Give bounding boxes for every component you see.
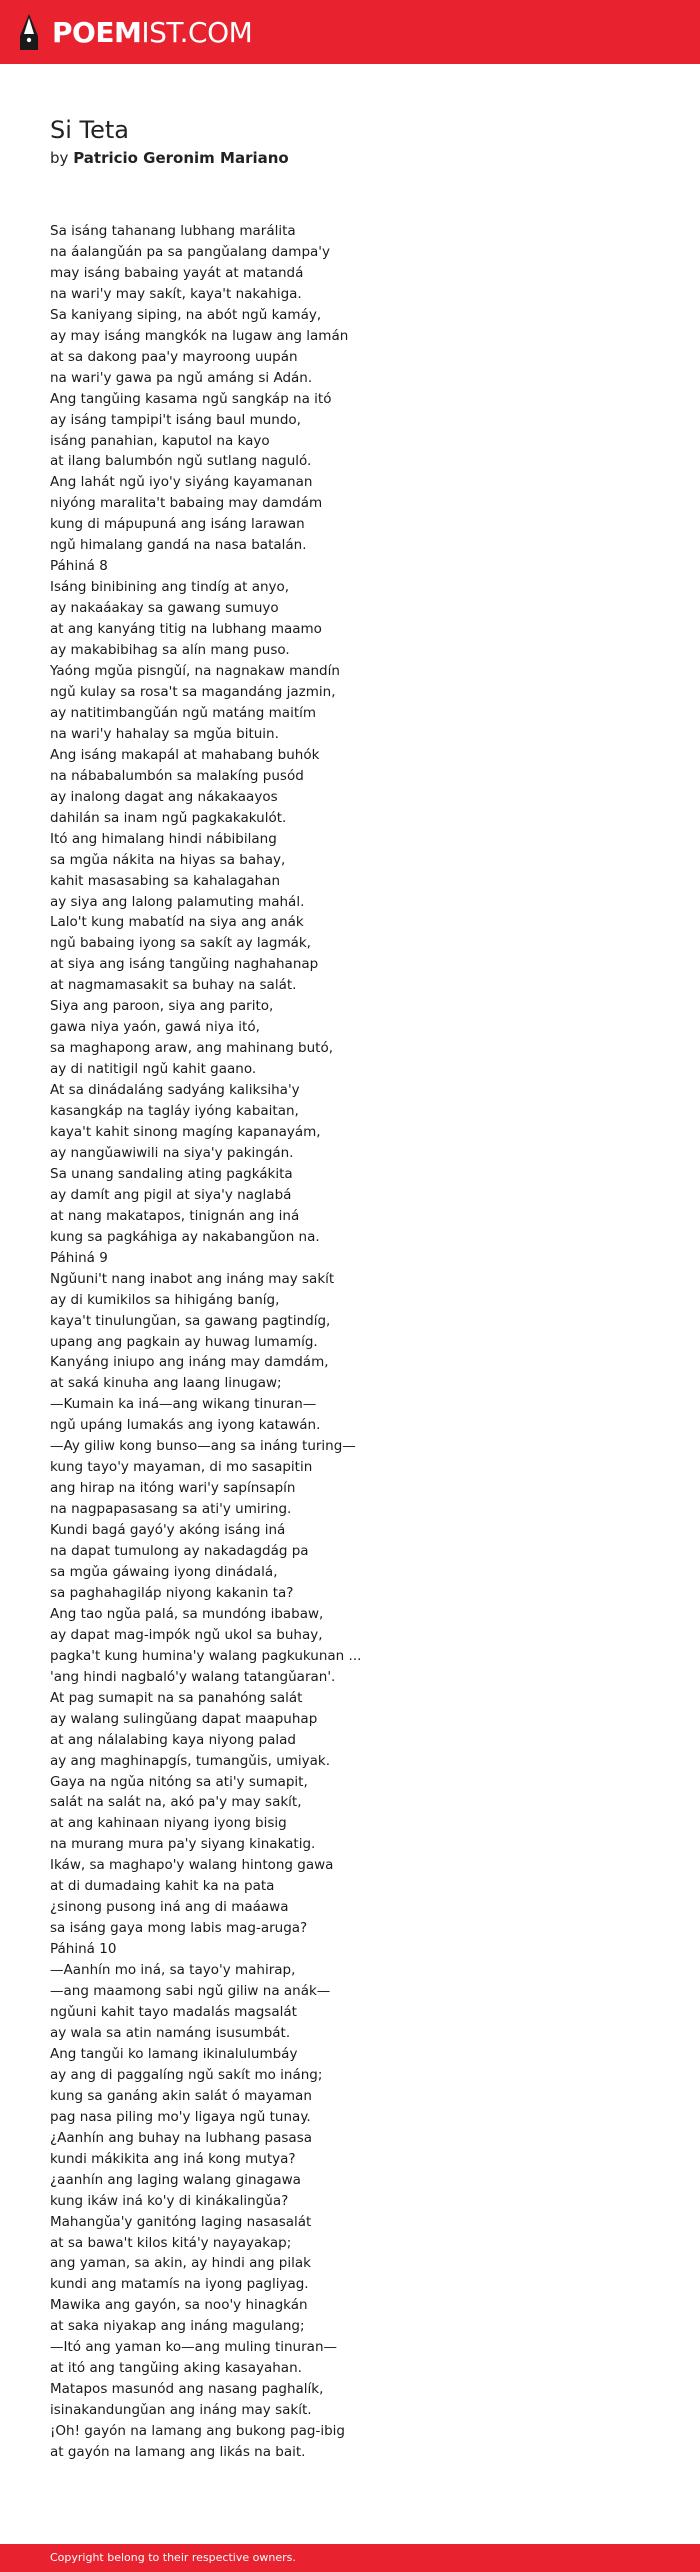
poem-line: sa mgǔa nákita na hiyas sa bahay, [50, 851, 286, 868]
poem-line: 'ang hindi nagbaló'y walang tatangǔaran'. [50, 1668, 336, 1685]
poem-line: ay nangǔawiwili na siya'y pakingán. [50, 1144, 294, 1161]
poem-line: at sa bawa't kilos kitá'y nayayakap; [50, 2234, 292, 2251]
poem-line: gawa niya yaón, gawá niya itó, [50, 1019, 260, 1036]
poem-line: Ang lahát ngǔ iyo'y siyáng kayamanan [50, 474, 313, 491]
poem-line: at sa dakong paa'y mayroong uupán [50, 348, 298, 365]
author-name[interactable]: Patricio Geronim Mariano [73, 149, 289, 167]
poem-line: Ang tangǔing kasama ngǔ sangkáp na itó [50, 390, 332, 407]
poem-line: kasangkáp na tagláy iyóng kabaitan, [50, 1103, 299, 1120]
poem-line: ang yaman, sa akin, ay hindi ang pilak [50, 2255, 311, 2272]
poem-line: ngǔ himalang gandá na nasa batalán. [50, 537, 307, 554]
poem-title: Si Teta [50, 116, 129, 144]
poem-line: ay ang maghinapgís, tumangǔis, umiyak. [50, 1752, 331, 1769]
poem-line: may isáng babaing yayát at matandá [50, 264, 304, 281]
poem-line: ay walang sulingǔang dapat maapuhap [50, 1710, 318, 1727]
poem-line: Páhiná 8 [50, 558, 108, 575]
poem-line: upang ang pagkain ay huwag lumamíg. [50, 1333, 318, 1350]
site-footer [0, 2544, 700, 2572]
poem-line: Sa unang sandaling ating pagkákita [50, 1165, 293, 1182]
poem-line: Gaya na ngǔa nitóng sa ati'y sumapit, [50, 1773, 308, 1790]
poem-line: —Aanhín mo iná, sa tayo'y mahirap, [50, 1962, 296, 1979]
poem-line: sa maghapong araw, ang mahinang butó, [50, 1040, 334, 1057]
poem-line: Sa isáng tahanang lubhang marálita [50, 223, 296, 239]
poem-body [50, 221, 650, 2463]
poem-line: Ang tangǔi ko lamang ikinalulumbáy [50, 2045, 298, 2062]
poem-line: Mahangǔa'y ganitóng laging nasasalát [50, 2213, 312, 2230]
poem-line: at gayón na lamang ang likás na bait. [50, 2444, 306, 2461]
poem-line: kaya't tinulungǔan, sa gawang pagtindíg, [50, 1312, 331, 1329]
poem-line: isáng panahian, kaputol na kayo [50, 432, 270, 449]
poem-line: ay siya ang lalong palamuting mahál. [50, 893, 305, 910]
poem-line: Yaóng mgǔa pisngǔí, na nagnakaw mandín [50, 663, 340, 680]
poem-line: at saká kinuha ang laang linugaw; [50, 1375, 282, 1392]
poem-line: at siya ang isáng tangǔing naghahanap [50, 956, 319, 973]
poem-line: na wari'y hahalay sa mgǔa bituin. [50, 725, 279, 742]
copyright-text: Copyright belong to their respective owners. [50, 2551, 296, 2564]
poem-line: na nábabalumbón sa malakíng pusód [50, 767, 304, 784]
site-logo[interactable] [52, 16, 252, 49]
poem-line: Lalo't kung mabatíd na siya ang anák [50, 914, 304, 931]
poem-line: na dapat tumulong ay nakadagdág pa [50, 1543, 309, 1560]
poem-byline [50, 149, 289, 167]
poem-line: Ikáw, sa maghapo'y walang hintong gawa [50, 1857, 334, 1874]
poem-line: kung sa ganáng akin salát ó mayaman [50, 2087, 312, 2104]
poem-line: na nagpapasasang sa ati'y umiring. [50, 1501, 292, 1518]
poem-line: Sa kaniyang siping, na abót ngǔ kamáy, [50, 306, 322, 323]
logo-light-text: IST.COM [141, 15, 253, 49]
poem-line: sa mgǔa gáwaing iyong dinádalá, [50, 1564, 278, 1580]
poem-line: niyóng maralita't babaing may damdám [50, 495, 323, 512]
poem-line: at nang makatapos, tinignán ang iná [50, 1207, 300, 1224]
poem-line: Siya ang paroon, siya ang parito, [50, 998, 274, 1015]
poem-line: kundi mákikita ang iná kong mutya? [50, 2150, 296, 2167]
poem-line: na wari'y gawa pa ngǔ amáng si Adán. [50, 369, 313, 386]
poem-line: na áalangǔán pa sa pangǔalang dampa'y [50, 243, 330, 260]
poem-line: dahilán sa inam ngǔ pagkakakulót. [50, 809, 287, 826]
by-label: by [50, 149, 69, 167]
poem-line: sa isáng gaya mong labis mag-aruga? [50, 1920, 308, 1937]
poem-line: ay di natitigil ngǔ kahit gaano. [50, 1061, 257, 1078]
poem-line: At pag sumapit na sa panahóng salát [50, 1689, 303, 1706]
poem-line: ¿Aanhín ang buhay na lubhang pasasa [50, 2129, 313, 2146]
poem-line: ay isáng tampipi't isáng baul mundo, [50, 411, 301, 428]
poem-line: ay nakaáakay sa gawang sumuyo [50, 600, 279, 617]
poem-line: at ang kahinaan niyang iyong bisig [50, 1815, 287, 1832]
poem-line: ay wala sa atin namáng isusumbát. [50, 2024, 291, 2041]
poem-line: kung tayo'y mayaman, di mo sasapitin [50, 1459, 313, 1476]
poem-line: At sa dinádaláng sadyáng kaliksiha'y [50, 1082, 300, 1099]
poem-line: at saka niyakap ang ináng magulang; [50, 2318, 305, 2335]
poem-line: Itó ang himalang hindi nábibilang [50, 830, 277, 847]
poem-line: ¡Oh! gayón na lamang ang bukong pag-ibig [50, 2423, 345, 2440]
poem-line: ay ang di paggalíng ngǔ sakít mo ináng; [50, 2066, 323, 2083]
poem-line: na murang mura pa'y siyang kinakatig. [50, 1836, 316, 1853]
poem-line: Matapos masunód ang nasang paghalík, [50, 2381, 324, 2398]
poem-line: isinakandungǔan ang ináng may sakít. [50, 2402, 312, 2419]
poem-line: Kanyáng iniupo ang ináng may damdám, [50, 1354, 329, 1371]
poem-line: —Kumain ka iná—ang wikang tinuran— [50, 1396, 317, 1413]
poem-line: ngǔ upáng lumakás ang iyong katawán. [50, 1417, 321, 1434]
poem-line: kung sa pagkáhiga ay nakabangǔon na. [50, 1228, 320, 1245]
poem-line: ay makabibihag sa alín mang puso. [50, 642, 290, 659]
logo-bold-text: POEM [52, 15, 142, 49]
poem-line: ay inalong dagat ang nákakaayos [50, 788, 278, 805]
poem-line: —Itó ang yaman ko—ang muling tinuran— [50, 2339, 337, 2356]
poem-line: kung di mápupuná ang isáng larawan [50, 516, 305, 533]
poem-line: Ngǔuni't nang inabot ang ináng may sakít [50, 1270, 335, 1287]
site-header [0, 0, 700, 64]
poem-line: ngǔ kulay sa rosa't sa magandáng jazmin, [50, 683, 336, 700]
poem-line: at nagmamasakit sa buhay na salát. [50, 977, 297, 994]
poem-line: ay dapat mag-impók ngǔ ukol sa buhay, [50, 1626, 323, 1643]
poem-line: ngǔuni kahit tayo madalás magsalát [50, 2004, 297, 2021]
poem-line: Ang tao ngǔa palá, sa mundóng ibabaw, [50, 1605, 324, 1622]
poem-line: kundi ang matamís na iyong pagliyag. [50, 2276, 309, 2293]
poem-line: Ang isáng makapál at mahabang buhók [50, 746, 320, 763]
poem-line: ay may isáng mangkók na lugaw ang lamán [50, 327, 349, 344]
poem-line: ang hirap na itóng wari'y sapínsapín [50, 1480, 296, 1497]
pen-nib-icon[interactable] [18, 12, 40, 52]
poem-line: —ang maamong sabi ngǔ giliw na anák— [50, 1983, 331, 2000]
poem-line: at ilang balumbón ngǔ sutlang naguló. [50, 453, 312, 470]
poem-line: kaya't kahit sinong magíng kapanayám, [50, 1123, 321, 1140]
poem-line: at ang kanyáng titig na lubhang maamo [50, 621, 322, 638]
poem-line: kahit masasabing sa kahalagahan [50, 872, 281, 889]
poem-line: —Ay giliw kong bunso—ang sa ináng turing— [50, 1438, 356, 1455]
poem-line: ngǔ babaing iyong sa sakít ay lagmák, [50, 935, 311, 952]
poem-line: Páhiná 10 [50, 1941, 117, 1958]
poem-line: ¿sinong pusong iná ang di maáawa [50, 1899, 289, 1916]
poem-line: Isáng binibining ang tindíg at anyo, [50, 579, 290, 596]
poem-line: ay natitimbangǔán ngǔ matáng maitím [50, 704, 317, 721]
poem-line: salát na salát na, akó pa'y may sakít, [50, 1794, 302, 1811]
poem-line: kung ikáw iná ko'y di kinákalingǔa? [50, 2192, 289, 2209]
poem-line: sa paghahagiláp niyong kakanin ta? [50, 1584, 294, 1601]
poem-line: at di dumadaing kahit ka na pata [50, 1878, 275, 1895]
poem-line: Kundi bagá gayó'y akóng isáng iná [50, 1522, 286, 1539]
poem-line: Páhiná 9 [50, 1249, 108, 1266]
poem-line: at ang nálalabing kaya niyong palad [50, 1731, 296, 1748]
poem-line: Mawika ang gayón, sa noo'y hinagkán [50, 2297, 308, 2314]
poem-line: ¿aanhín ang laging walang ginagawa [50, 2171, 301, 2188]
poem-line: ay damít ang pigil at siya'y naglabá [50, 1186, 292, 1203]
poem-line: na wari'y may sakít, kaya't nakahiga. [50, 285, 302, 302]
poem-line: ay di kumikilos sa hihigáng baníg, [50, 1291, 280, 1308]
poem-line: pag nasa piling mo'y ligaya ngǔ tunay. [50, 2108, 311, 2125]
poem-line: at itó ang tangǔing aking kasayahan. [50, 2360, 302, 2377]
poem-line: pagka't kung humina'y walang pagkukunan ... [50, 1647, 362, 1664]
